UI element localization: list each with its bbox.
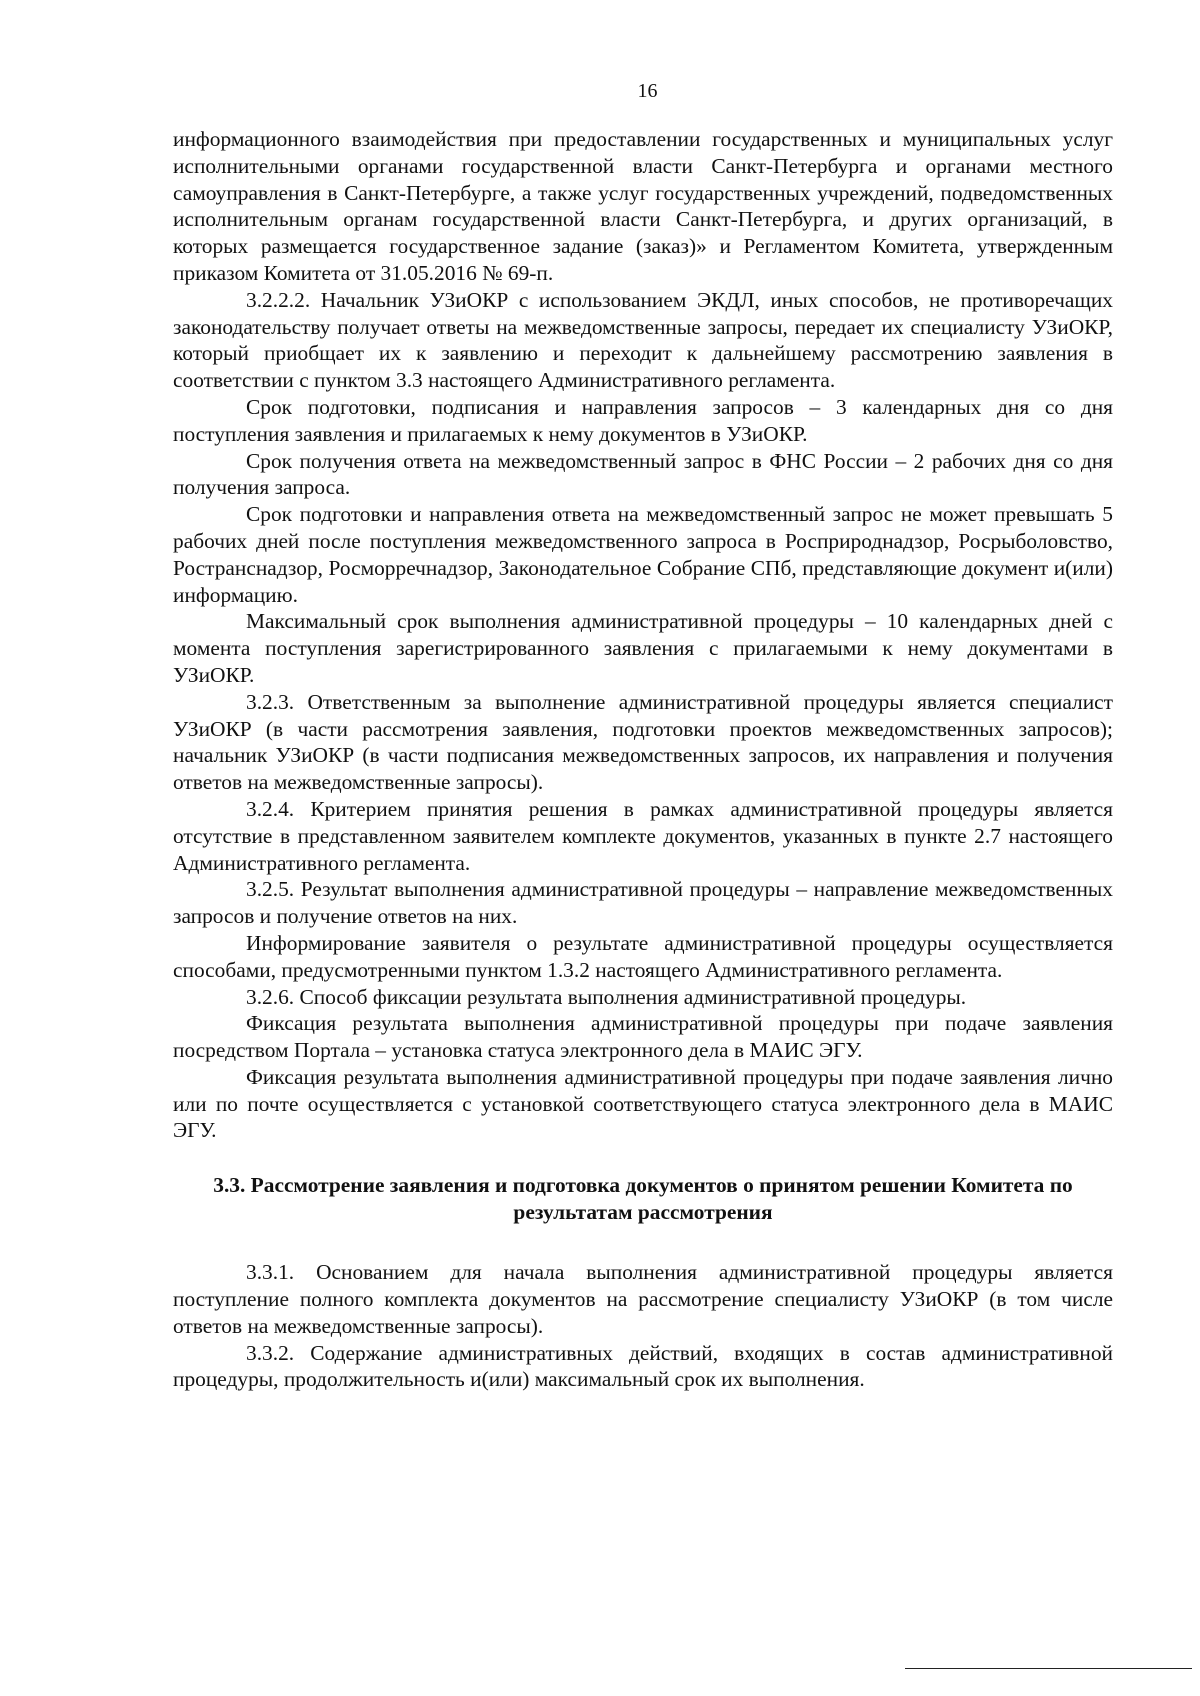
paragraph: 3.2.4. Критерием принятия решения в рамках административной процедуры является отсутствие в представленном заявителем комплекте документов, указанных в пункте 2.7 настоящего Административного регламента. [173,796,1113,875]
paragraph: Срок подготовки и направления ответа на межведомственный запрос не может превышать 5 рабочих дней после поступления межведомственного запроса в Росприроднадзор, Росрыболовство, Ространснадзор, Росморречнадзор, Законодательное Собрание СПб, представляющие документ и(или) информацию. [173,502,1113,607]
paragraph: Срок получения ответа на межведомственный запрос в ФНС России – 2 рабочих дня со дня получения запроса. [173,448,1113,500]
paragraph: 3.2.2.2. Начальник УЗиОКР с использованием ЭКДЛ, иных способов, не противоречащих законодательству получает ответы на межведомственные запросы, передает их специалисту УЗиОКР, который приобщает их к заявлению и переходит к дальнейшему рассмотрению заявления в соответствии с пунктом 3.3 настоящего Административного регламента. [173,287,1113,393]
paragraph: Максимальный срок выполнения административной процедуры – 10 календарных дней с момента поступления зарегистрированного заявления с прилагаемыми к нему документами в УЗиОКР. [173,609,1113,687]
paragraph: Фиксация результата выполнения административной процедуры при подаче заявления посредством Портала – установка статуса электронного дела в МАИС ЭГУ. [173,1011,1113,1063]
section-heading: 3.3. Рассмотрение заявления и подготовка документов о принятом решении Комитета по результатам рассмотрения [213,1173,1073,1225]
paragraph: 3.2.3. Ответственным за выполнение административной процедуры является специалист УЗиОКР (в части рассмотрения заявления, подготовки проектов межведомственных запросов); начальник УЗиОКР (в части подписания межведомственных запросов, их направления и получения ответов на межведомственные запросы). [173,689,1113,795]
paragraph: информационного взаимодействия при предоставлении государственных и муниципальных услуг исполнительными органами государственной власти Санкт-Петербурга и органами местного самоуправления в Санкт-Петербурге, а также услуг государственных учреждений, подведомственных исполнительным органам государственной власти Санкт-Петербурга, и других организаций, в которых размещается государственное задание (заказ)» и Регламентом Комитета, утвержденным приказом Комитета от 31.05.2016 № 69-п. [173,127,1113,285]
page-number: 16 [637,80,658,102]
paragraph: Срок подготовки, подписания и направления запросов – 3 календарных дня со дня поступления заявления и прилагаемых к нему документов в УЗиОКР. [173,394,1113,446]
paragraph: 3.2.5. Результат выполнения административной процедуры – направление межведомственных запросов и получение ответов на них. [173,877,1113,929]
paragraph: 3.2.6. Способ фиксации результата выполнения административной процедуры. [246,984,967,1009]
footer-rule [905,1668,1192,1669]
paragraph: 3.3.2. Содержание административных действий, входящих в состав административной процедуры, продолжительность и(или) максимальный срок их выполнения. [173,1340,1113,1392]
paragraph: 3.3.1. Основанием для начала выполнения административной процедуры является поступление полного комплекта документов на рассмотрение специалисту УЗиОКР (в том числе ответов на межведомственные запросы). [173,1260,1113,1338]
paragraph: Фиксация результата выполнения административной процедуры при подаче заявления лично или по почте осуществляется с установкой соответствующего статуса электронного дела в МАИС ЭГУ. [173,1064,1113,1143]
document-body [173,126,1113,1393]
paragraph: Информирование заявителя о результате административной процедуры осуществляется способами, предусмотренными пунктом 1.3.2 настоящего Административного регламента. [173,930,1113,982]
